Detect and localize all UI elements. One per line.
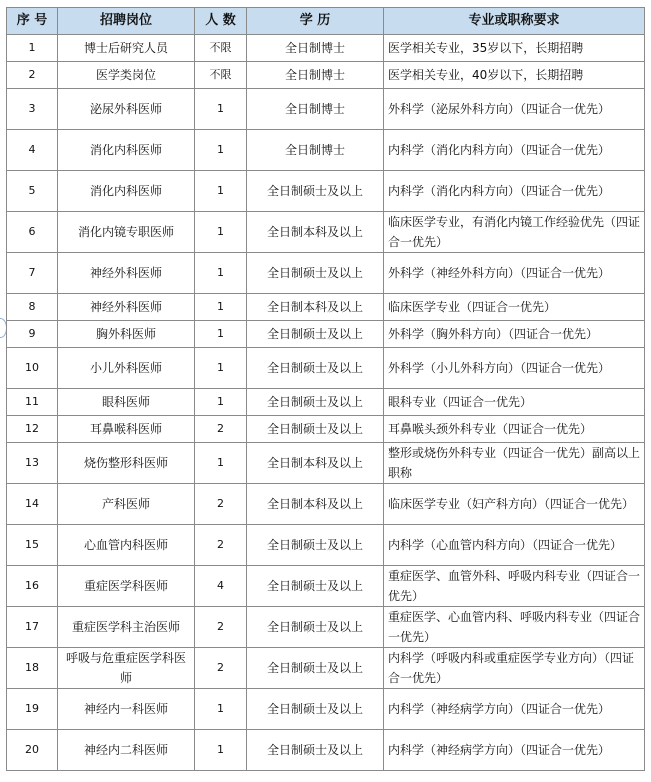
cell-position: 呼吸与危重症医学科医师 [58, 648, 195, 689]
cell-education: 全日制硕士及以上 [247, 321, 384, 348]
cell-no: 14 [7, 484, 58, 525]
cell-education: 全日制硕士及以上 [247, 607, 384, 648]
cell-education: 全日制硕士及以上 [247, 525, 384, 566]
table-row [7, 348, 645, 389]
cell-education: 全日制硕士及以上 [247, 389, 384, 416]
cell-count: 不限 [195, 62, 247, 89]
table-row [7, 443, 645, 484]
table-row [7, 253, 645, 294]
cell-no: 13 [7, 443, 58, 484]
cell-education: 全日制硕士及以上 [247, 348, 384, 389]
cell-requirement: 内科学（呼吸内科或重症医学专业方向）（四证合一优先） [384, 648, 645, 689]
cell-position: 神经内二科医师 [58, 730, 195, 771]
cell-requirement: 内科学（消化内科方向）（四证合一优先） [384, 130, 645, 171]
cell-count: 1 [195, 130, 247, 171]
cell-requirement: 外科学（神经外科方向）（四证合一优先） [384, 253, 645, 294]
cell-count: 1 [195, 253, 247, 294]
cell-requirement: 内科学（消化内科方向）（四证合一优先） [384, 171, 645, 212]
cell-position: 耳鼻喉科医师 [58, 416, 195, 443]
cell-education: 全日制硕士及以上 [247, 566, 384, 607]
table-row [7, 35, 645, 62]
table-row [7, 416, 645, 443]
cell-position: 心血管内科医师 [58, 525, 195, 566]
cell-no: 10 [7, 348, 58, 389]
cell-position: 烧伤整形科医师 [58, 443, 195, 484]
cell-no: 2 [7, 62, 58, 89]
cell-no: 7 [7, 253, 58, 294]
cell-requirement: 临床医学专业，有消化内镜工作经验优先（四证合一优先） [384, 212, 645, 253]
cell-no: 18 [7, 648, 58, 689]
cell-count: 2 [195, 416, 247, 443]
cell-position: 医学类岗位 [58, 62, 195, 89]
cell-education: 全日制本科及以上 [247, 294, 384, 321]
table-row [7, 648, 645, 689]
cell-count: 1 [195, 89, 247, 130]
cell-education: 全日制本科及以上 [247, 212, 384, 253]
cell-no: 19 [7, 689, 58, 730]
cell-requirement: 内科学（神经病学方向）（四证合一优先） [384, 730, 645, 771]
cell-requirement: 内科学（神经病学方向）（四证合一优先） [384, 689, 645, 730]
cell-requirement: 外科学（泌尿外科方向）（四证合一优先） [384, 89, 645, 130]
table-row [7, 566, 645, 607]
cell-requirement: 医学相关专业，40岁以下，长期招聘 [384, 62, 645, 89]
cell-count: 1 [195, 294, 247, 321]
cell-count: 1 [195, 171, 247, 212]
cell-no: 4 [7, 130, 58, 171]
cell-position: 产科医师 [58, 484, 195, 525]
cell-education: 全日制博士 [247, 130, 384, 171]
cell-count: 1 [195, 212, 247, 253]
cell-requirement: 重症医学、血管外科、呼吸内科专业（四证合一优先） [384, 566, 645, 607]
cell-position: 消化内镜专职医师 [58, 212, 195, 253]
cell-count: 1 [195, 389, 247, 416]
table-row [7, 212, 645, 253]
table-row [7, 62, 645, 89]
cell-education: 全日制本科及以上 [247, 443, 384, 484]
cell-requirement: 外科学（小儿外科方向）（四证合一优先） [384, 348, 645, 389]
cell-no: 12 [7, 416, 58, 443]
table-row [7, 689, 645, 730]
cell-education: 全日制硕士及以上 [247, 730, 384, 771]
header-education: 学 历 [247, 8, 384, 35]
cell-count: 1 [195, 321, 247, 348]
cell-position: 神经内一科医师 [58, 689, 195, 730]
cell-requirement: 内科学（心血管内科方向）（四证合一优先） [384, 525, 645, 566]
header-position: 招聘岗位 [58, 8, 195, 35]
table-row [7, 89, 645, 130]
cell-no: 20 [7, 730, 58, 771]
table-row [7, 171, 645, 212]
table-row [7, 484, 645, 525]
cell-no: 6 [7, 212, 58, 253]
header-no: 序 号 [7, 8, 58, 35]
cell-education: 全日制博士 [247, 35, 384, 62]
cell-no: 11 [7, 389, 58, 416]
cell-education: 全日制硕士及以上 [247, 416, 384, 443]
cell-no: 5 [7, 171, 58, 212]
cell-count: 2 [195, 525, 247, 566]
cell-requirement: 临床医学专业（妇产科方向）（四证合一优先） [384, 484, 645, 525]
recruitment-table [6, 7, 645, 771]
cell-position: 小儿外科医师 [58, 348, 195, 389]
cell-education: 全日制本科及以上 [247, 484, 384, 525]
cell-requirement: 外科学（胸外科方向）（四证合一优先） [384, 321, 645, 348]
table-row [7, 730, 645, 771]
cell-requirement: 重症医学、心血管内科、呼吸内科专业（四证合一优先） [384, 607, 645, 648]
cell-position: 泌尿外科医师 [58, 89, 195, 130]
cell-no: 15 [7, 525, 58, 566]
cell-count: 4 [195, 566, 247, 607]
table-row [7, 607, 645, 648]
cell-count: 1 [195, 730, 247, 771]
cell-education: 全日制硕士及以上 [247, 253, 384, 294]
cell-education: 全日制硕士及以上 [247, 689, 384, 730]
cell-no: 3 [7, 89, 58, 130]
header-requirement: 专业或职称要求 [384, 8, 645, 35]
cell-no: 17 [7, 607, 58, 648]
header-count: 人 数 [195, 8, 247, 35]
cell-position: 消化内科医师 [58, 171, 195, 212]
cell-position: 神经外科医师 [58, 294, 195, 321]
table-row [7, 389, 645, 416]
cell-position: 博士后研究人员 [58, 35, 195, 62]
cell-education: 全日制硕士及以上 [247, 648, 384, 689]
cell-count: 1 [195, 443, 247, 484]
cell-count: 1 [195, 348, 247, 389]
cell-position: 神经外科医师 [58, 253, 195, 294]
cell-position: 消化内科医师 [58, 130, 195, 171]
cell-requirement: 临床医学专业（四证合一优先） [384, 294, 645, 321]
table-header-row [7, 8, 645, 35]
cell-education: 全日制博士 [247, 62, 384, 89]
cell-no: 9 [7, 321, 58, 348]
table-body [7, 35, 645, 771]
cell-position: 重症医学科主治医师 [58, 607, 195, 648]
cell-requirement: 耳鼻喉头颈外科专业（四证合一优先） [384, 416, 645, 443]
cell-position: 重症医学科医师 [58, 566, 195, 607]
table-row [7, 294, 645, 321]
cell-requirement: 整形或烧伤外科专业（四证合一优先）副高以上职称 [384, 443, 645, 484]
cell-count: 2 [195, 607, 247, 648]
cell-count: 2 [195, 484, 247, 525]
table-row [7, 525, 645, 566]
cell-no: 8 [7, 294, 58, 321]
cell-count: 2 [195, 648, 247, 689]
cell-education: 全日制硕士及以上 [247, 171, 384, 212]
cell-education: 全日制博士 [247, 89, 384, 130]
cell-position: 眼科医师 [58, 389, 195, 416]
cell-requirement: 医学相关专业，35岁以下，长期招聘 [384, 35, 645, 62]
table-row [7, 321, 645, 348]
cell-count: 1 [195, 689, 247, 730]
cell-position: 胸外科医师 [58, 321, 195, 348]
cell-count: 不限 [195, 35, 247, 62]
cell-requirement: 眼科专业（四证合一优先） [384, 389, 645, 416]
table-row [7, 130, 645, 171]
cell-no: 16 [7, 566, 58, 607]
cell-no: 1 [7, 35, 58, 62]
